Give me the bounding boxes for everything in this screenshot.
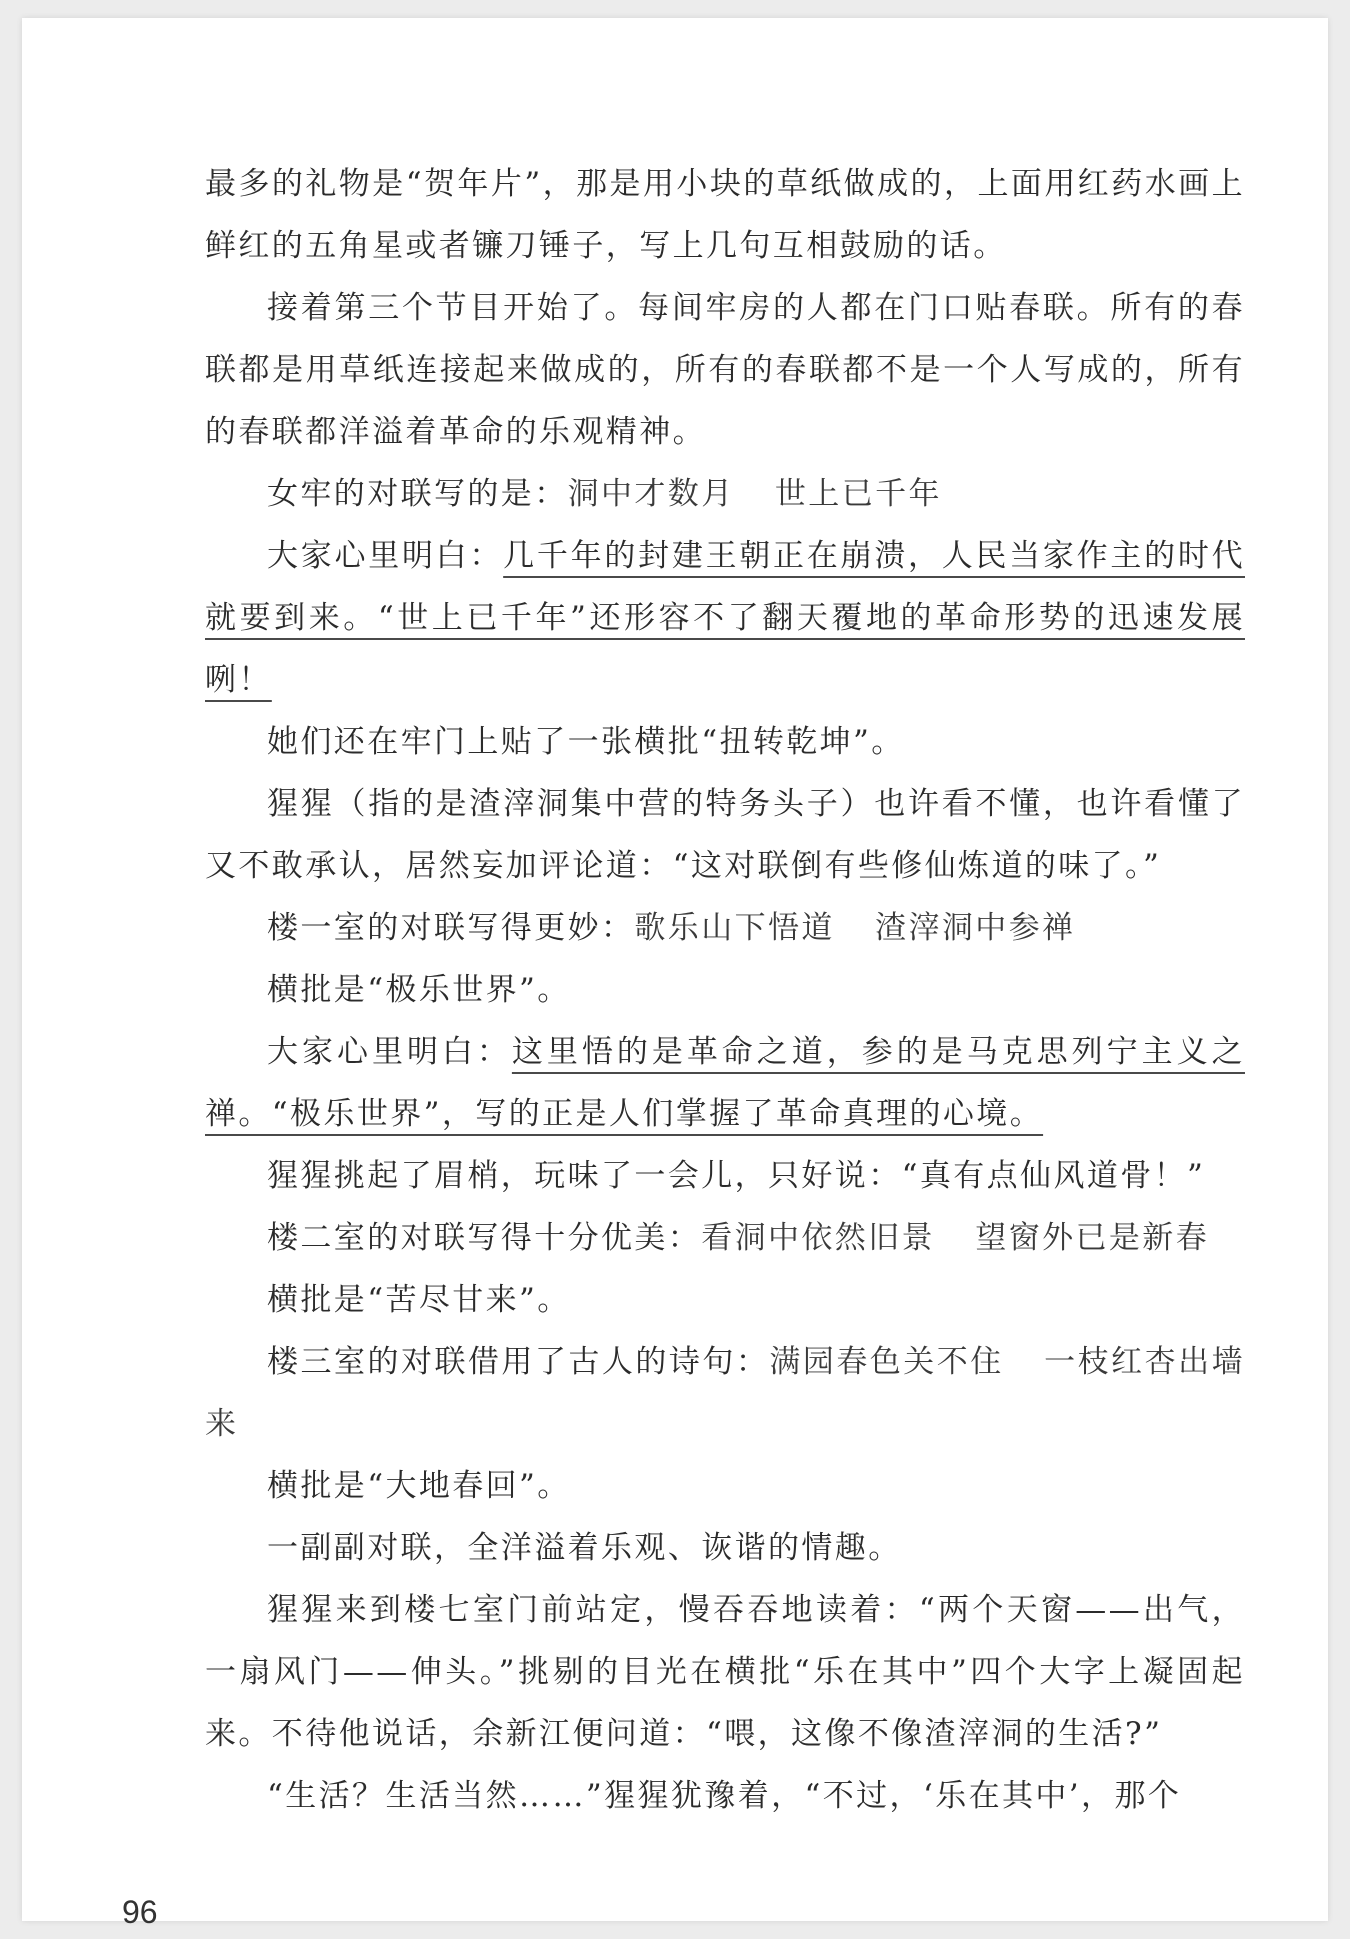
paragraph-15: 一副副对联，全洋溢着乐观、诙谐的情趣。 [267, 1530, 902, 1566]
paragraph-2: 接着第三个节目开始了。每间牢房的人都在门口贴春联。所有的春联都是用草纸连接起来做成的，所有的春联都不是一个人写成的，所有的春联都洋溢着革命的乐观精神。 [205, 290, 1245, 450]
paragraph-lead: 大家心里明白： [267, 1034, 512, 1070]
couplet-line-2: 望窗外已是新春 [975, 1220, 1210, 1256]
underlined-text: 几千年的封建王朝正在崩溃，人民当家作主的时代就要到来。“世上已千年”还形容不了翻天覆地的革命形势的迅速发展咧！ [205, 538, 1245, 698]
paragraph-8: 横批是“极乐世界”。 [267, 972, 571, 1008]
couplet-line-1: 歌乐山下悟道 [634, 910, 835, 946]
paragraph-10: 猩猩挑起了眉梢，玩味了一会儿，只好说：“真有点仙风道骨！” [267, 1158, 1206, 1194]
book-page [22, 18, 1328, 1930]
paragraph-lead: 大家心里明白： [267, 538, 504, 574]
couplet-line-1: 满园春色关不住 [769, 1344, 1004, 1380]
paragraph-9 [205, 1021, 1245, 1145]
couplet-lead: 楼二室的对联写得十分优美： [267, 1220, 702, 1256]
couplet-lead: 楼三室的对联借用了古人的诗句： [267, 1344, 770, 1380]
paragraph-12: 横批是“苦尽甘来”。 [267, 1282, 571, 1318]
paragraph-6: 猩猩（指的是渣滓洞集中营的特务头子）也许看不懂，也许看懂了又不敢承认，居然妄加评论道：“这对联倒有些修仙炼道的味了。” [205, 786, 1245, 884]
couplet-line-2: 渣滓洞中参禅 [875, 910, 1076, 946]
paragraph-13 [205, 1331, 1245, 1455]
underlined-text: 这里悟的是革命之道，参的是马克思列宁主义之禅。“极乐世界”，写的正是人们掌握了革命真理的心境。 [205, 1034, 1245, 1132]
couplet-line-2: 一枝红杏出墙来 [205, 1344, 1245, 1442]
couplet-line-1: 看洞中依然旧景 [701, 1220, 936, 1256]
paragraph-5: 她们还在牢门上贴了一张横批“扭转乾坤”。 [267, 724, 905, 760]
paragraph-4 [205, 525, 1245, 711]
paragraph-7 [205, 897, 1245, 959]
paragraph-16: 猩猩来到楼七室门前站定，慢吞吞地读着：“两个天窗——出气，一扇风门——伸头。”挑剔的目光在横批“乐在其中”四个大字上凝固起来。不待他说话，余新江便问道：“喂，这像不像渣滓洞的生活?” [205, 1592, 1245, 1752]
body-text [205, 153, 1245, 1827]
couplet-line-1: 洞中才数月 [567, 476, 735, 512]
paragraph-1: 最多的礼物是“贺年片”，那是用小块的草纸做成的，上面用红药水画上鲜红的五角星或者镰刀锤子，写上几句互相鼓励的话。 [205, 166, 1245, 264]
paragraph-14: 横批是“大地春回”。 [267, 1468, 571, 1504]
paragraph-3 [205, 463, 1245, 525]
paragraph-11 [205, 1207, 1245, 1269]
paragraph-17: “生活？生活当然……”猩猩犹豫着，“不过，‘乐在其中’，那个 [267, 1778, 1182, 1814]
couplet-lead: 楼一室的对联写得更妙： [267, 910, 635, 946]
couplet-lead: 女牢的对联写的是： [267, 476, 568, 512]
page-number: 96 [122, 1894, 158, 1930]
couplet-line-2: 世上已千年 [774, 476, 942, 512]
